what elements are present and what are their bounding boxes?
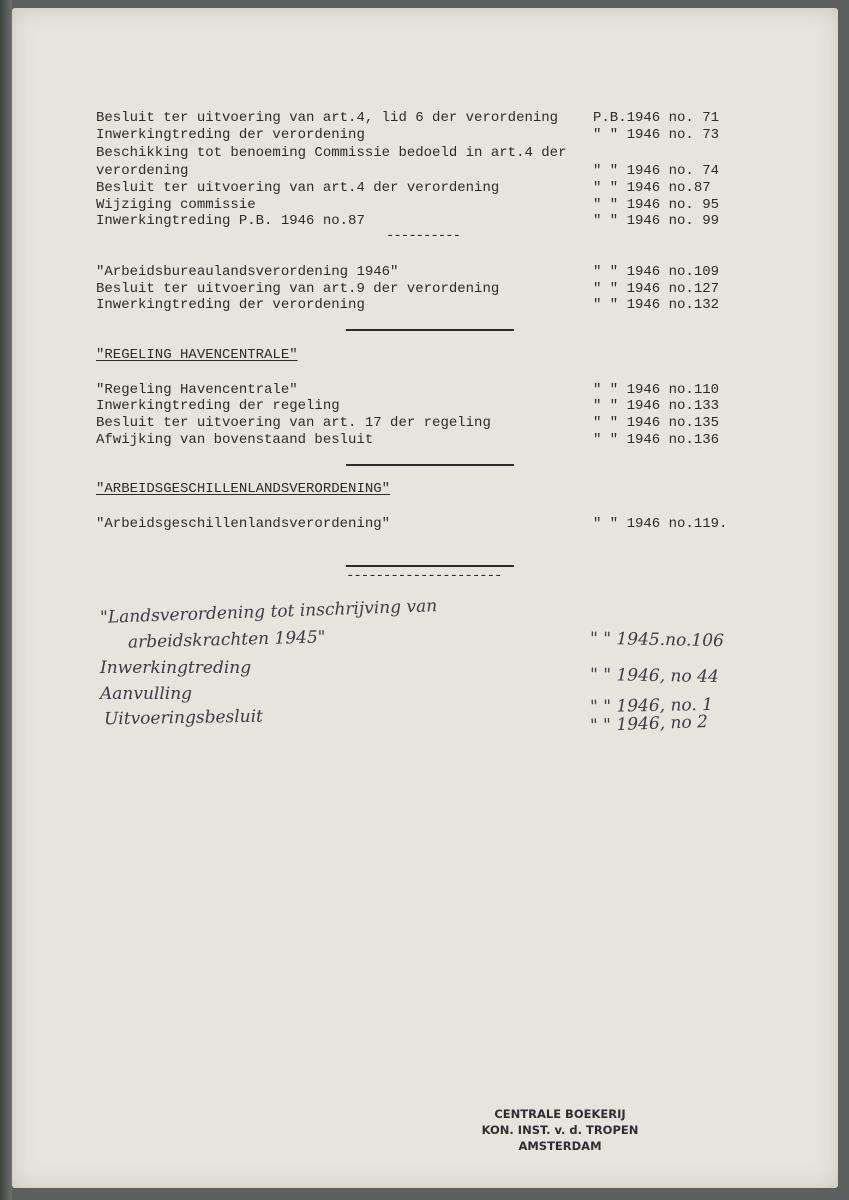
list-item (96, 180, 736, 197)
list-item (96, 382, 736, 399)
entry-title: "Regeling Havencentrale" (96, 382, 298, 398)
entry-reference: " " 1946 no.133 (593, 398, 720, 414)
handwritten-reference: " " 1945.no.106 (589, 628, 725, 652)
list-item (96, 145, 736, 162)
list-item (96, 127, 736, 144)
list-item (96, 197, 736, 214)
entry-title: Besluit ter uitvoering van art.4, lid 6 der verordening (96, 110, 559, 126)
handwritten-reference: " " 1946, no. 1 (589, 694, 714, 718)
list-item (96, 163, 736, 180)
list-item (96, 297, 736, 314)
entry-reference: " " 1946 no. 95 (593, 197, 720, 213)
entry-title: Beschikking tot benoeming Commissie bedoeld in art.4 der (96, 145, 567, 161)
entry-title: Wijziging commissie (96, 197, 256, 213)
entry-title: "Arbeidsbureaulandsverordening 1946" (96, 264, 399, 280)
entry-reference: " " 1946 no. 73 (593, 127, 720, 143)
stamp-line: KON. INST. v. d. TROPEN (481, 1123, 639, 1137)
list-item (96, 110, 736, 127)
solid-separator (346, 329, 514, 331)
dashed-separator: ---------- (386, 228, 461, 244)
entry-reference: " " 1946 no.132 (593, 297, 720, 313)
handwritten-line: Aanvulling (100, 684, 193, 704)
list-item (96, 398, 736, 415)
list-item (96, 516, 736, 533)
entry-title: Besluit ter uitvoering van art.9 der verordening (96, 281, 500, 297)
entry-reference: " " 1946 no.127 (593, 281, 720, 297)
entry-title: Besluit ter uitvoering van art. 17 der regeling (96, 415, 491, 431)
entry-title: Inwerkingtreding der regeling (96, 398, 340, 414)
entry-title: Afwijking van bovenstaand besluit (96, 432, 374, 448)
entry-title: Inwerkingtreding der verordening (96, 127, 365, 143)
stamp-line: AMSTERDAM (518, 1139, 602, 1153)
list-item (96, 432, 736, 449)
entry-reference: " " 1946 no.135 (593, 415, 720, 431)
entry-reference: " " 1946 no.119. (593, 516, 728, 532)
list-item (96, 281, 736, 298)
entry-reference: " " 1946 no.136 (593, 432, 720, 448)
handwritten-reference: " " 1946, no 2 (589, 711, 709, 737)
handwritten-line: Inwerkingtreding (100, 658, 252, 678)
entry-reference: " " 1946 no. 99 (593, 213, 720, 229)
library-stamp (470, 1106, 650, 1154)
section-heading: "REGELING HAVENCENTRALE" (96, 347, 298, 363)
entry-reference: " " 1946 no. 74 (593, 163, 720, 179)
entry-title: "Arbeidsgeschillenlandsverordening" (96, 516, 391, 532)
entry-title: verordening (96, 163, 189, 179)
handwritten-line: Uitvoeringsbesluit (103, 706, 264, 730)
entry-reference: P.B.1946 no. 71 (593, 110, 720, 126)
binding-spine (0, 0, 12, 1200)
entry-title: Inwerkingtreding der verordening (96, 297, 365, 313)
entry-reference: " " 1946 no.109 (593, 264, 720, 280)
list-item (96, 264, 736, 281)
solid-separator (346, 565, 514, 567)
section-heading: "ARBEIDSGESCHILLENLANDSVERORDENING" (96, 481, 391, 497)
entry-reference: " " 1946 no.87 (593, 180, 711, 196)
list-item (96, 415, 736, 432)
entry-title: Inwerkingtreding P.B. 1946 no.87 (96, 213, 365, 229)
handwritten-reference: " " 1946, no 44 (589, 664, 719, 688)
dashed-separator: --------------------- (346, 568, 502, 584)
handwritten-line: "Landsverordening tot inschrijving van (99, 596, 438, 628)
solid-separator (346, 464, 514, 466)
entry-title: Besluit ter uitvoering van art.4 der verordening (96, 180, 500, 196)
handwritten-line: arbeidskrachten 1945" (127, 627, 326, 653)
stamp-line: CENTRALE BOEKERIJ (494, 1107, 626, 1121)
entry-reference: " " 1946 no.110 (593, 382, 720, 398)
